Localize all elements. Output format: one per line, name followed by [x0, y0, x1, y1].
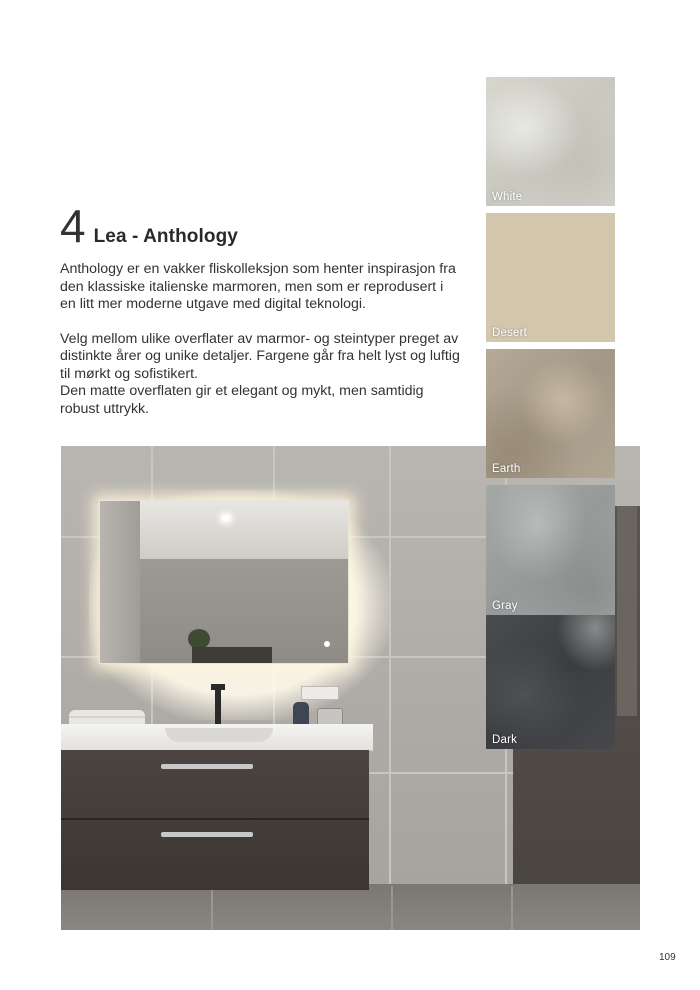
paragraph-surfaces: Velg mellom ulike overflater av marmor- og steintyper preget av distinkte årer og unike detaljer. Fargene går fra helt lyst og luftig til mørkt og sofistikert.: [60, 330, 460, 382]
sink-basin: [165, 728, 273, 742]
floor: [61, 884, 640, 930]
faucet: [215, 686, 221, 726]
swatch-label: White: [492, 191, 523, 203]
swatch-white: [486, 77, 615, 206]
body-text: [60, 261, 460, 418]
page-number: 109: [659, 952, 676, 963]
swatch-label: Earth: [492, 463, 521, 475]
swatch-label: Desert: [492, 327, 528, 339]
swatch-gray: [486, 485, 615, 615]
drawer-handle: [161, 832, 253, 837]
paragraph-intro: Anthology er en vakker fliskolleksjon som henter inspirasjon fra den klassiske italienske marmoren, men som er reprodusert i en litt mer moderne utgave med digital teknologi.: [60, 261, 456, 312]
shower-niche: [617, 506, 637, 716]
swatch-earth: [486, 349, 615, 478]
paragraph-finish: Den matte overflaten gir et elegant og mykt, men samtidig robust uttrykk.: [60, 383, 424, 417]
swatch-label: Gray: [492, 600, 518, 612]
section-number: 4: [60, 200, 86, 252]
section-heading: [60, 200, 238, 252]
swatch-dark: [486, 615, 615, 749]
backlit-mirror: [99, 500, 349, 664]
wall-socket: [301, 686, 339, 700]
swatch-desert: [486, 213, 615, 342]
drawer-handle: [161, 764, 253, 769]
section-title: Lea - Anthology: [93, 226, 238, 247]
swatch-label: Dark: [492, 734, 518, 746]
vanity-cabinet: [61, 750, 369, 890]
